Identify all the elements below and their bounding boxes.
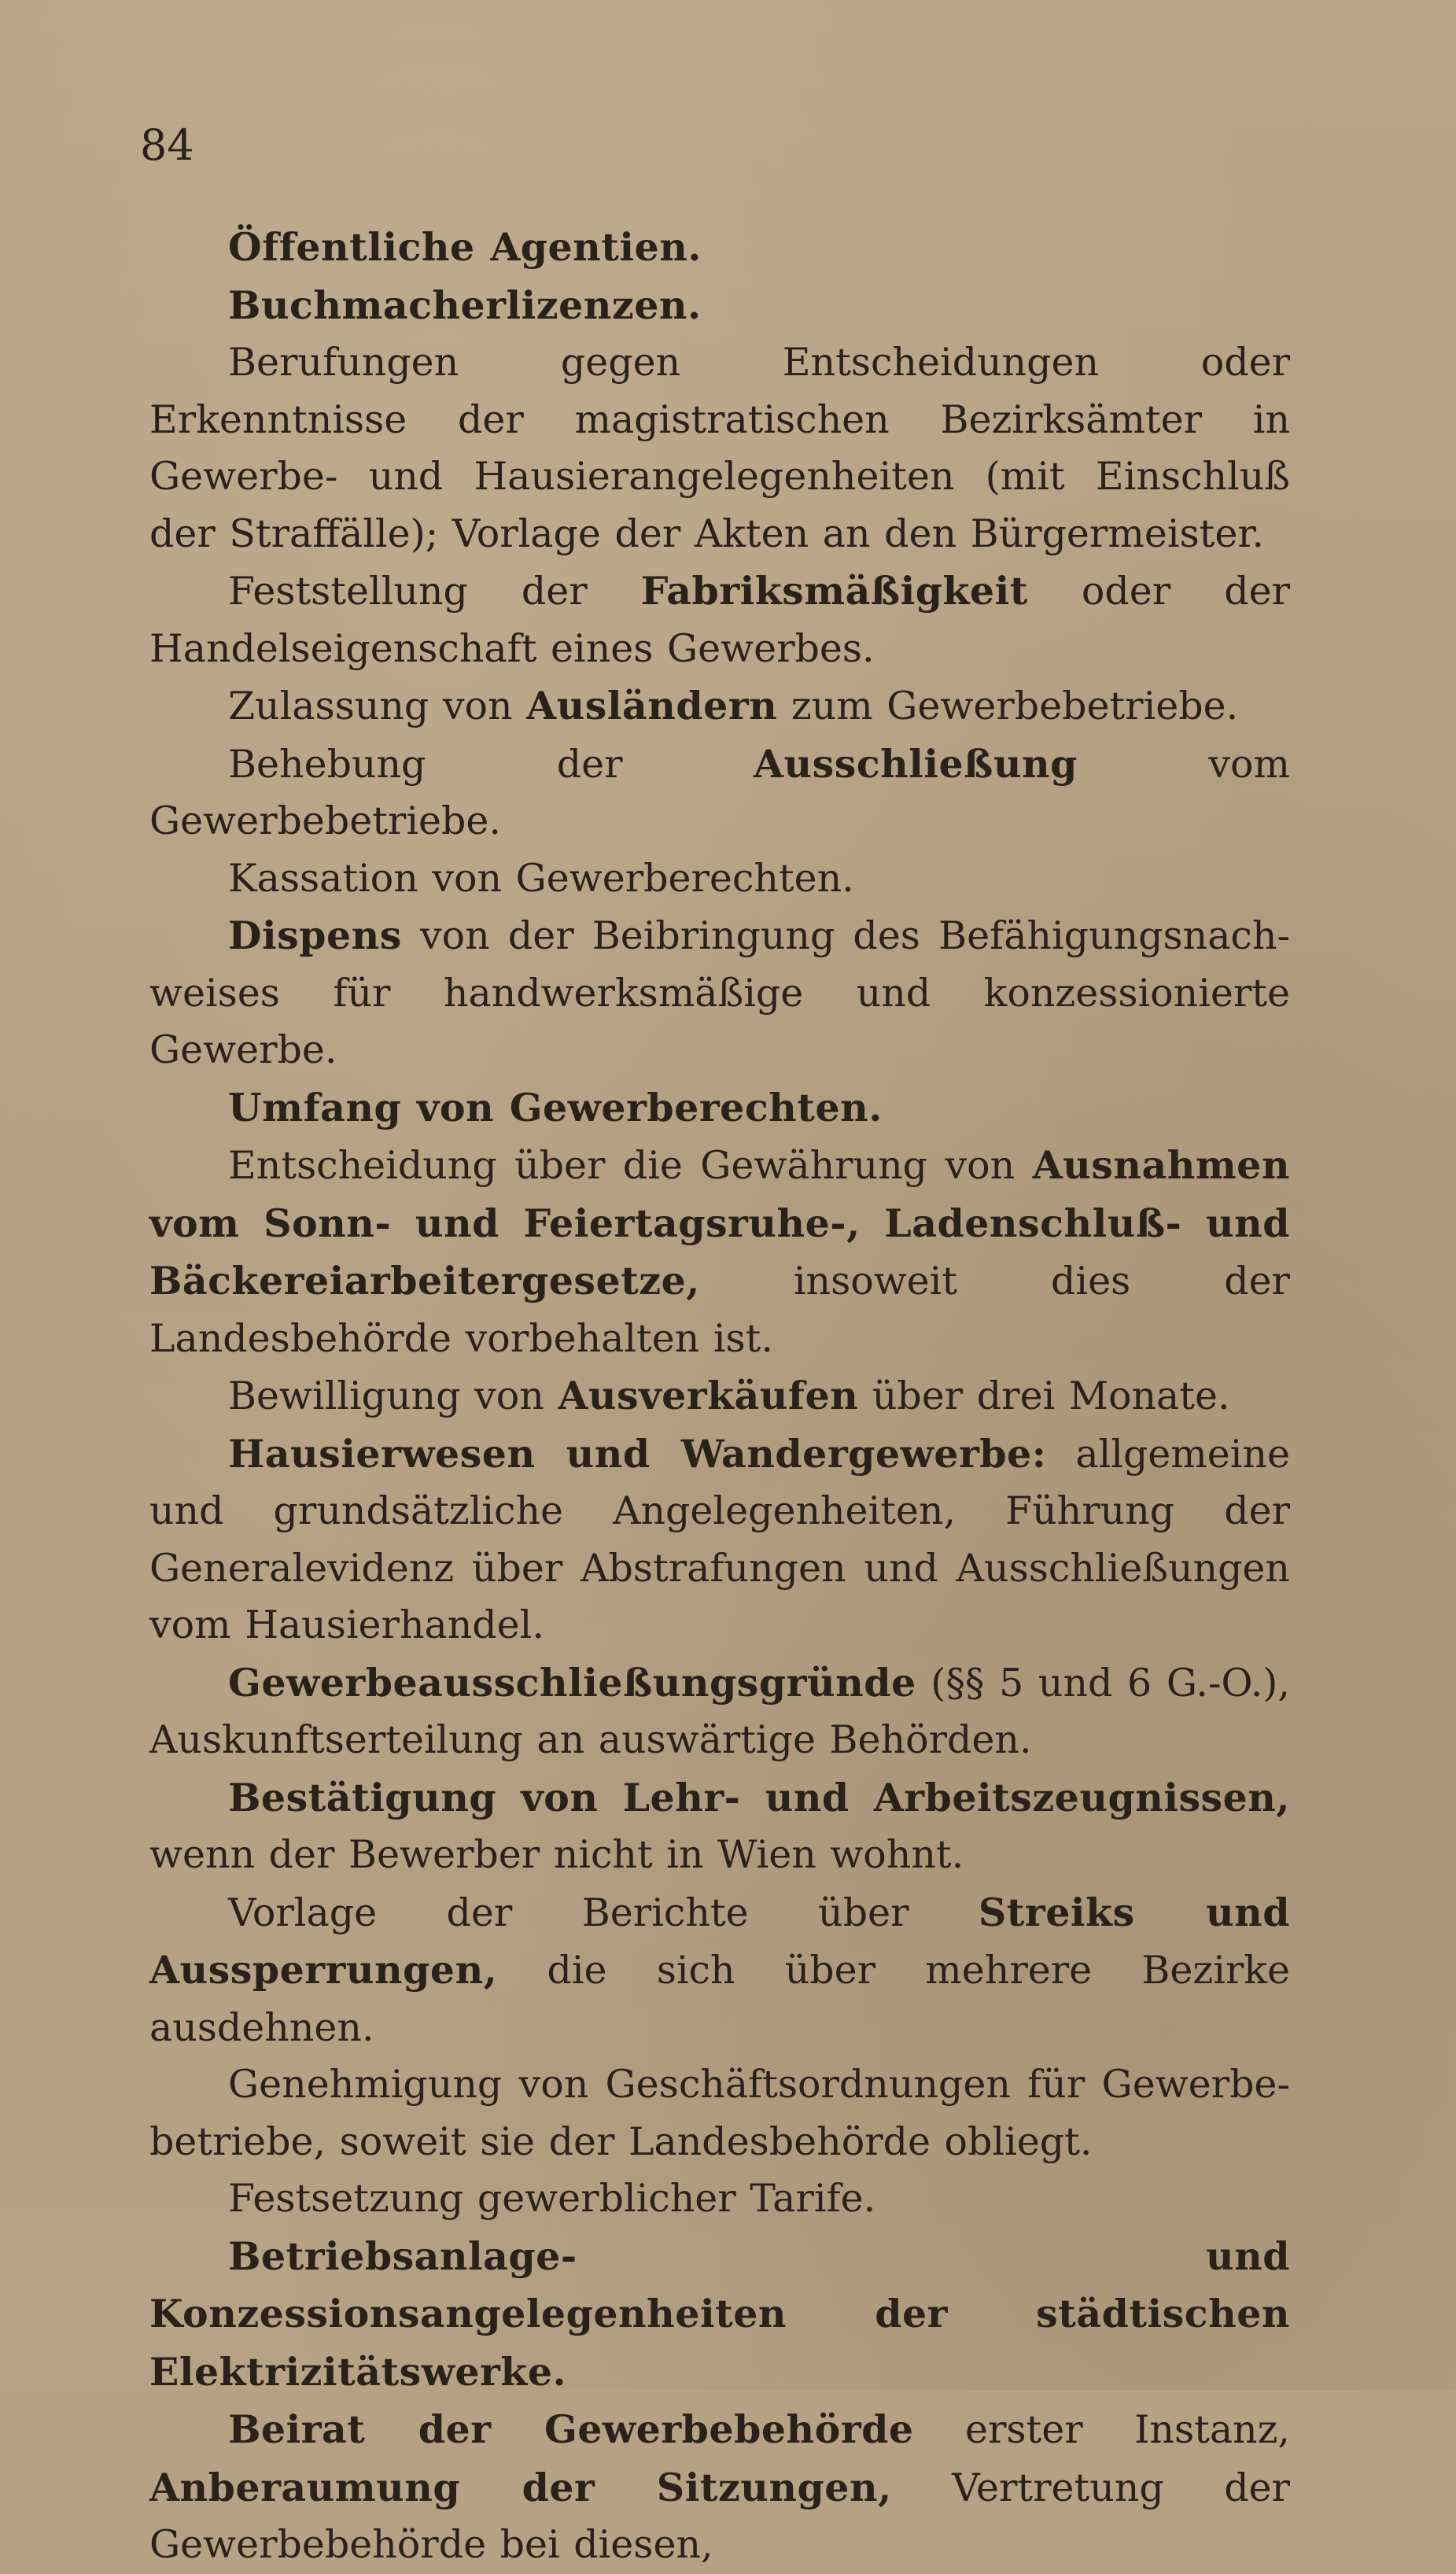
bold-term: Gewerbeausschließungsgründe [228, 1659, 916, 1706]
bold-term: Beirat der Gewerbebehörde [228, 2406, 914, 2452]
bold-term: Umfang von Gewerberechten. [228, 1084, 883, 1130]
text-run: erster Instanz, [913, 2407, 1290, 2452]
text-run: oder der Handelseigenschaft eines Gewerbes. [149, 569, 1290, 671]
paragraph [149, 907, 1290, 1079]
text-run: (§§ 5 und 6 G.-O.), Auskunftserteilung an auswärtige Behörden. [149, 1660, 1290, 1762]
text-run: Berufungen gegen Entscheidungen oder Erkenntnisse der magistratischen Bezirksämter in Gewerbe- und Hausierangelegenheiten (mit Einschluß der Straffälle); Vorlage der Akten an den Bürgermeister. [149, 340, 1290, 556]
paragraph [149, 736, 1290, 850]
text-run: über drei Monate. [858, 1374, 1230, 1418]
bold-term: Betriebsanlage- und Konzessionsangelegenheiten der städtischen Elektrizitätswerke. [149, 2233, 1290, 2395]
paragraph [149, 219, 1290, 277]
text-run: Kassation von Gewerberechten. [228, 855, 854, 901]
bold-term: Ausverkäufen [558, 1373, 859, 1418]
paragraph [149, 1079, 1290, 1138]
paragraph [149, 277, 1290, 335]
text-run: die sich über mehrere Bezirke ausdehnen. [149, 1948, 1290, 2050]
bold-term: Buchmacherlizenzen. [228, 282, 702, 328]
page-body-text [149, 219, 1290, 2574]
bold-term: Hausierwesen und Wandergewerbe: [228, 1430, 1047, 1477]
text-run: Vertretung der Gewerbebehörde bei diesen, [149, 2465, 1290, 2567]
bold-term: Ausnahmen vom Sonn- und Feiertagsruhe-, Ladenschluß- und Bäckereiarbeitergesetze, [149, 1142, 1290, 1304]
bold-term: Streiks und Aussperrungen, [149, 1889, 1291, 1993]
text-run: Feststellung der [228, 569, 641, 614]
paragraph [149, 334, 1290, 562]
bold-term: Öffentliche Agentien. [228, 224, 702, 270]
paragraph [149, 1137, 1290, 1367]
paragraph [149, 1884, 1290, 2057]
paragraph [149, 2401, 1290, 2574]
text-run: Bewilligung von [228, 1374, 558, 1418]
paragraph [149, 1769, 1290, 1884]
bold-term: Ausschließung [754, 740, 1078, 787]
text-run: wenn der Bewerber nicht in Wien wohnt. [149, 1832, 964, 1877]
bold-term: Anberaumung der Sitzungen, [149, 2464, 892, 2510]
bold-term: Fabriksmäßigkeit [640, 568, 1028, 614]
text-run: Festsetzung gewerblicher Tarife. [228, 2176, 876, 2221]
paragraph [149, 1425, 1290, 1654]
text-run: Entscheidung über die Gewährung von [228, 1143, 1033, 1188]
text-run: vom Gewerbebetriebe. [149, 741, 1290, 843]
paragraph [149, 2228, 1290, 2402]
text-run: Zulassung von [228, 684, 527, 728]
text-run: Behebung der [228, 741, 754, 787]
bold-term: Ausländern [526, 683, 778, 728]
paragraph [149, 677, 1290, 736]
text-run: Vorlage der Berichte über [228, 1890, 979, 1935]
text-run: zum Gewerbebetriebe. [777, 684, 1239, 728]
paragraph [149, 1367, 1290, 1425]
text-run: von der Beibringung des Befähigungsnachweises für handwerksmäßige und konzessionierte Gewerbe. [149, 913, 1290, 1072]
paragraph [149, 562, 1290, 677]
bold-term: Dispens [228, 913, 402, 958]
paragraph [149, 2170, 1290, 2228]
text-run: Genehmigung von Geschäftsordnungen für Gewerbebetriebe, soweit sie der Landesbehörde obliegt. [149, 2062, 1290, 2164]
text-run: insoweit dies der Landesbehörde vorbehalten ist. [149, 1259, 1290, 1361]
page-number: 84 [140, 120, 194, 170]
paragraph [149, 1654, 1290, 1769]
bold-term: Bestätigung von Lehr- und Arbeitszeugnissen, [228, 1774, 1290, 1820]
paragraph [149, 2056, 1290, 2170]
paragraph [149, 850, 1290, 908]
text-run: allgemeine und grundsätzliche Angelegenheiten, Führung der Generalevidenz über Abstrafungen und Ausschließungen vom Hausierhandel. [149, 1431, 1290, 1647]
